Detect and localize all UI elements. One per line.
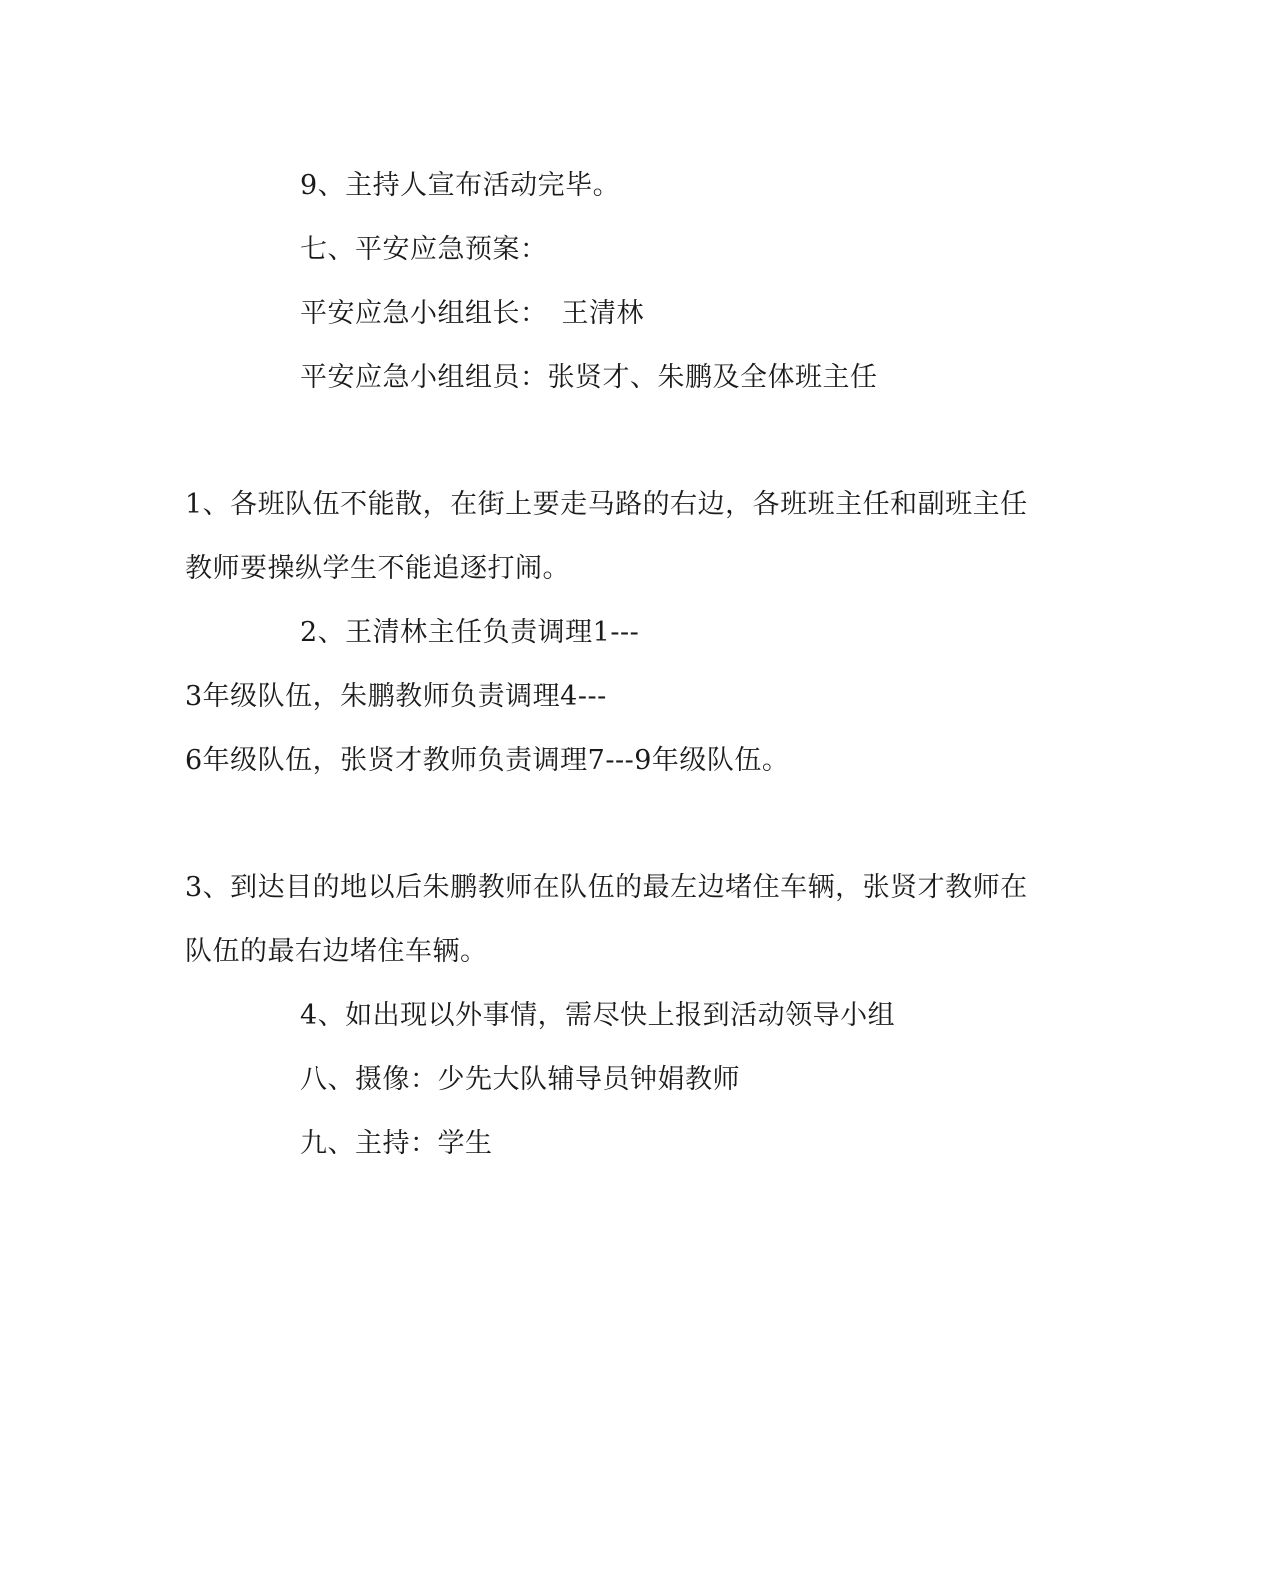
text-line: 平安应急小组组长： 王清林 (300, 298, 644, 329)
text-line: 队伍的最右边堵住车辆。 (185, 936, 488, 967)
section-heading: 九、主持：学生 (300, 1128, 493, 1159)
text-line: 2、王清林主任负责调理1--- (300, 617, 640, 648)
text-line: 平安应急小组组员：张贤才、朱鹏及全体班主任 (300, 362, 878, 393)
text-line: 9、主持人宣布活动完毕。 (300, 170, 621, 201)
text-line: 6年级队伍，张贤才教师负责调理7---9年级队伍。 (185, 745, 790, 776)
text-line: 1、各班队伍不能散，在街上要走马路的右边，各班班主任和副班主任 (185, 489, 1028, 520)
text-line: 4、如出现以外事情，需尽快上报到活动领导小组 (300, 1000, 896, 1031)
text-line: 3、到达目的地以后朱鹏教师在队伍的最左边堵住车辆，张贤才教师在 (185, 872, 1028, 903)
text-line: 教师要操纵学生不能追逐打闹。 (185, 553, 570, 584)
section-heading: 七、平安应急预案： (300, 234, 548, 265)
section-heading: 八、摄像：少先大队辅导员钟娟教师 (300, 1064, 740, 1095)
text-line: 3年级队伍，朱鹏教师负责调理4--- (185, 681, 607, 712)
